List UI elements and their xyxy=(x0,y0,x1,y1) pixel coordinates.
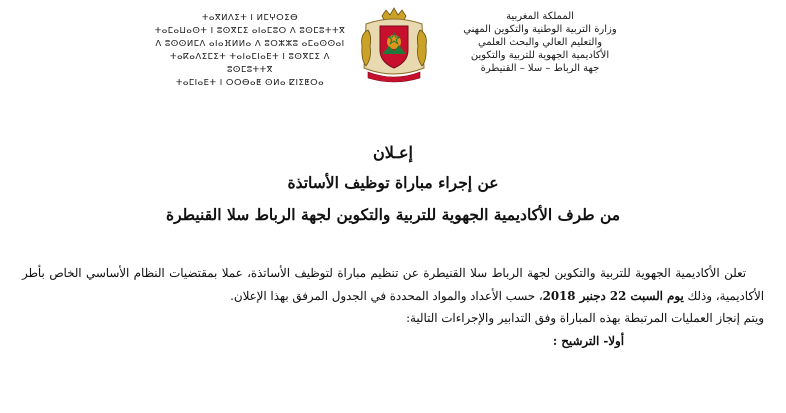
arabic-header-line: والتعليم العالي والبحث العلمي xyxy=(477,37,603,48)
tifinagh-line: ⵜⴰⵎⵏⴰⴹⵜ ⵏ ⵔⵔⴱⴰⵟ ⵙⵍⴰ ⵇⵏⵉⵟⵔⴰ xyxy=(175,78,325,88)
arabic-header-line: المملكة المغربية xyxy=(506,11,574,22)
tifinagh-line: ⵜⴰⵎⴰⵡⴰⵙⵜ ⵏ ⵓⵙⴳⵎⵉ ⴰⵏⴰⵎⵓⵔ ⴷ ⵓⵙⵎⵓⵜⵜⴳ xyxy=(154,26,346,36)
paragraph-intro xyxy=(22,262,764,307)
paragraph-procedures: ويتم إنجاز العمليات المرتبطة بهذه المباراة وفق التدابير والإجراءات التالية: xyxy=(406,311,764,325)
section-heading-candidacy: أولا- الترشيح : xyxy=(552,333,624,348)
arabic-header-line: وزارة التربية الوطنية والتكوين المهني xyxy=(463,24,617,35)
announcement-body xyxy=(22,262,764,352)
announcement-title xyxy=(0,140,786,230)
title-announcement: إعـلان xyxy=(373,143,413,162)
paragraph-intro-end: ، حسب الأعداد والمواد المحددة في الجدول المرفق بهذا الإعلان. xyxy=(230,288,543,303)
exam-date: يوم السبت 22 دجنبر 2018 xyxy=(542,288,684,303)
title-issuer: من طرف الأكاديمية الجهوية للتربية والتكوين لجهة الرباط سلا القنيطرة xyxy=(165,205,621,224)
arabic-header xyxy=(440,10,640,75)
moroccan-coat-of-arms-icon xyxy=(358,6,430,86)
tifinagh-line: ⵜⴰⴽⴰⴷⵉⵎⵉⵜ ⵜⴰⵏⴰⵎⵏⴰⴹⵜ ⵏ ⵓⵙⴳⵎⵉ ⴷ ⵓⵙⵎⵓⵜⵜⴳ xyxy=(170,52,330,75)
arabic-header-line: جهة الرباط – سلا – القنيطرة xyxy=(480,63,600,74)
tifinagh-line: ⴷ ⵓⵙⵙⵍⵎⴷ ⴰⵏⴰⴼⵍⵍⴰ ⴷ ⵓⵔⵣⵣⵓ ⴰⵎⴰⵙⵙⴰⵏ xyxy=(155,39,345,49)
title-subject: عن إجراء مباراة توظيف الأساتذة xyxy=(287,173,499,192)
letterhead xyxy=(0,0,786,100)
arabic-header-line: الأكاديمية الجهوية للتربية والتكوين xyxy=(470,50,610,61)
tifinagh-line: ⵜⴰⴳⵍⴷⵉⵜ ⵏ ⵍⵎⵖⵔⵉⴱ xyxy=(201,13,299,23)
paragraph-intro-start: تعلن الأكاديمية الجهوية للتربية والتكوين لجهة الرباط سلا القنيطرة عن تنظيم مباراة لتوظيف الأساتذة، عملا بمقتضيات النظام الأساسي الخاص بأطر الأكاديمية، وذلك xyxy=(22,266,764,303)
tifinagh-header xyxy=(150,12,350,90)
